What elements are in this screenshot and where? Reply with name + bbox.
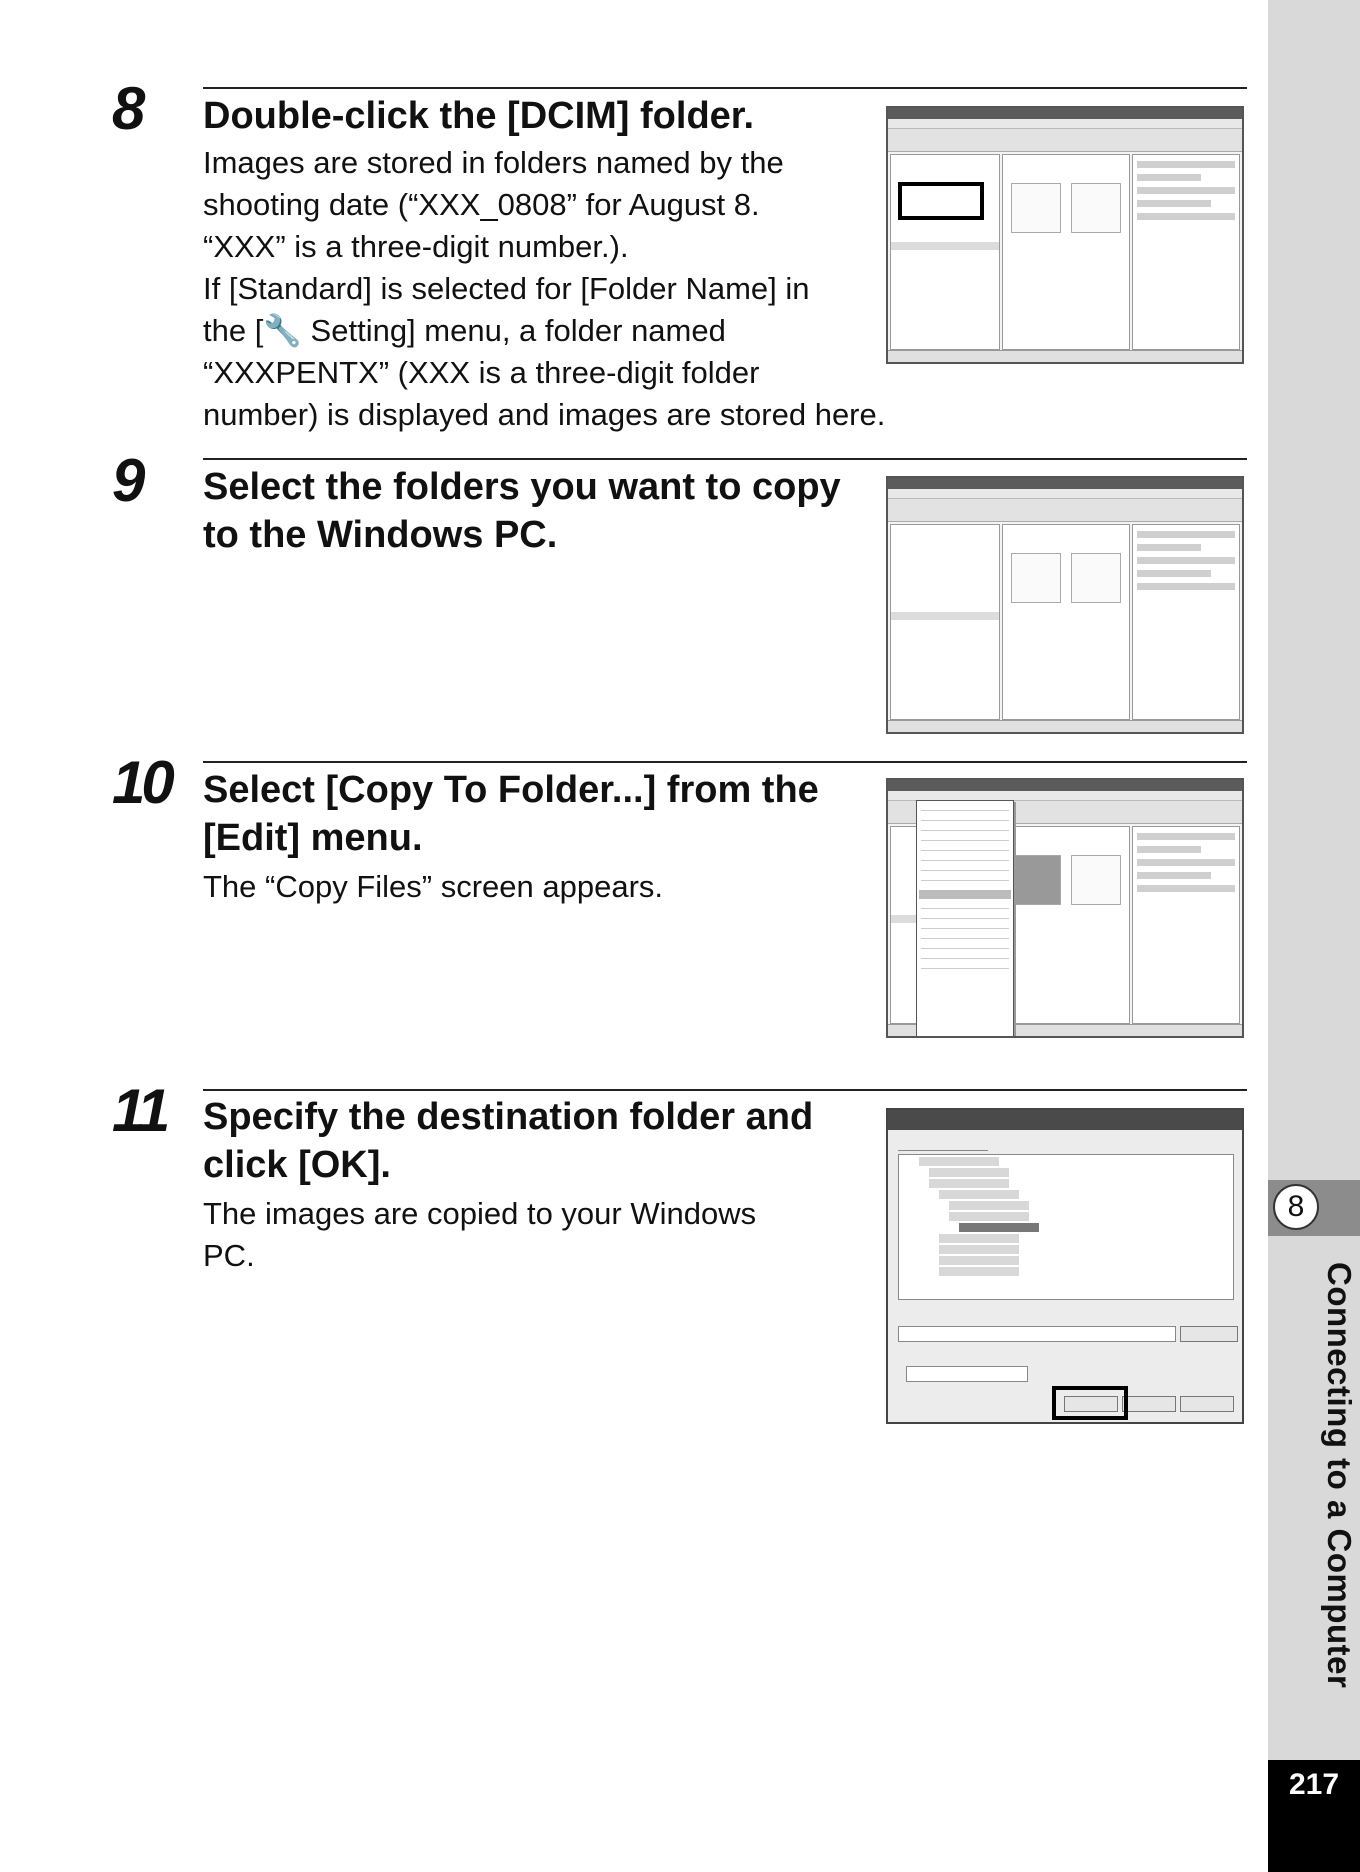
step-8-line-4: If [Standard] is selected for [Folder Name] in	[203, 271, 810, 306]
step-10-rule	[203, 761, 1247, 763]
step-9-title-line-2: to the Windows PC.	[203, 514, 558, 556]
step-8-line-1: Images are stored in folders named by the	[203, 145, 784, 180]
chapter-title: Connecting to a Computer	[1321, 1262, 1358, 1689]
step-11-line-2: PC.	[203, 1238, 255, 1273]
step-9-number: 9	[112, 447, 142, 514]
page-number: 217	[1288, 1768, 1340, 1801]
step-11-body	[203, 1193, 756, 1277]
step-11-title	[203, 1093, 813, 1189]
step-8-line-2: shooting date (“XXX_0808” for August 8.	[203, 187, 760, 222]
step-10-number: 10	[112, 749, 171, 816]
copy-files-dialog-screenshot	[886, 1108, 1244, 1424]
step-8-line-5a: the [	[203, 313, 264, 348]
step-8-title: Double-click the [DCIM] folder.	[203, 95, 755, 137]
step-10-title-line-2: [Edit] menu.	[203, 817, 423, 859]
step-10-body: The “Copy Files” screen appears.	[203, 869, 664, 904]
step-11-rule	[203, 1089, 1247, 1091]
step-10-title	[203, 766, 819, 862]
step-9-rule	[203, 458, 1247, 460]
step-8-body	[203, 142, 885, 436]
step-8-screenshot	[886, 106, 1244, 364]
ok-highlight-box	[1052, 1386, 1128, 1420]
step-11-number: 11	[112, 1077, 167, 1144]
step-9-screenshot	[886, 476, 1244, 734]
step-8-line-6: “XXXPENTX” (XXX is a three-digit folder	[203, 355, 760, 390]
edit-menu-mockup	[916, 800, 1014, 1038]
step-8-line-3: “XXX” is a three-digit number.).	[203, 229, 629, 264]
step-9-title-line-1: Select the folders you want to copy	[203, 466, 841, 508]
wrench-icon: 🔧	[263, 313, 302, 348]
step-8-line-5b: Setting] menu, a folder named	[301, 313, 726, 348]
chapter-number: 8	[1273, 1184, 1319, 1230]
step-8-rule	[203, 87, 1247, 89]
step-11-line-1: The images are copied to your Windows	[203, 1196, 757, 1231]
step-11-title-line-1: Specify the destination folder and	[203, 1096, 814, 1138]
step-8-number: 8	[112, 75, 142, 142]
step-8-line-5	[203, 310, 885, 352]
step-10-title-line-1: Select [Copy To Folder...] from the	[203, 769, 819, 811]
step-10-screenshot	[886, 778, 1244, 1038]
step-11-title-line-2: click [OK].	[203, 1144, 391, 1186]
step-8-line-7: number) is displayed and images are stored here.	[203, 397, 886, 432]
dcim-highlight-box	[898, 182, 984, 220]
step-9-title	[203, 463, 841, 559]
